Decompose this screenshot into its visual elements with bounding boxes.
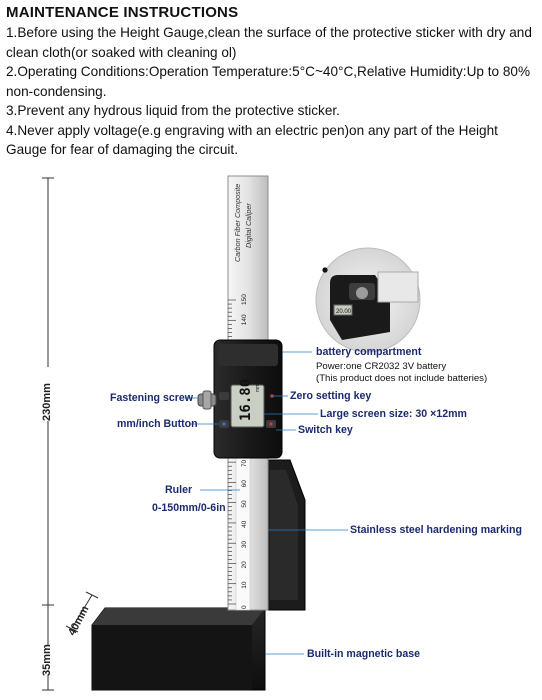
- callout-ruler-range: 0-150mm/0-6in: [152, 502, 226, 514]
- instruction-step-3: 3.Prevent any hydrous liquid from the protective sticker.: [6, 103, 340, 118]
- beam-text-caliper: Digital Caliper: [244, 203, 253, 248]
- beam-number: 60: [241, 480, 248, 488]
- beam-number: 0: [241, 605, 248, 609]
- beam-number: 40: [241, 520, 248, 528]
- lcd-reading: 16.80: [238, 378, 254, 421]
- base-width-label: 40mm: [66, 603, 92, 638]
- beam-number: 70: [241, 459, 248, 468]
- callout-ruler: Ruler: [165, 484, 193, 496]
- zero-setting-key[interactable]: [219, 392, 229, 400]
- inset-lcd-label: 20.00: [336, 309, 352, 315]
- callout-large-screen: Large screen size: 30 ×12mm: [320, 408, 467, 420]
- dimension-total-height: [40, 178, 56, 690]
- beam-text-composite: Carbon Fiber Composite: [233, 183, 242, 262]
- callout-power-note: (This product does not include batteries): [316, 373, 488, 384]
- callout-magnetic-base: Built-in magnetic base: [307, 648, 421, 660]
- beam-number: 10: [241, 581, 248, 589]
- beam-number: 140: [241, 314, 248, 326]
- beam-number: 30: [241, 540, 248, 549]
- support-bracket: [268, 460, 305, 610]
- total-height-label: 230mm: [41, 383, 53, 421]
- lcd-unit: mm: [255, 383, 261, 392]
- beam-number: 20: [241, 561, 248, 569]
- callout-fastening-screw: Fastening screw: [110, 392, 194, 404]
- instruction-step-4: 4.Never apply voltage(e.g engraving with an electric pen)on any part of the Height Gauge for fear of damaging the circuit.: [6, 122, 498, 157]
- battery-compartment[interactable]: [218, 344, 278, 366]
- callout-stainless-marking: Stainless steel hardening marking: [350, 524, 522, 536]
- callout-zero-setting-key: Zero setting key: [290, 390, 372, 402]
- callout-battery-compartment: battery compartment: [316, 346, 422, 358]
- beam-number: 150: [241, 294, 248, 305]
- instruction-step-2: 2.Operating Conditions:Operation Temperature:5°C~40°C,Relative Humidity:Up to 80% non-condensing.: [6, 64, 531, 99]
- magnetic-base: [92, 608, 265, 690]
- callout-power: Power:one CR2032 3V battery: [316, 361, 447, 372]
- base-height-label: 35mm: [41, 644, 53, 676]
- instruction-step-1: 1.Before using the Height Gauge,clean the surface of the protective sticker with dry and clean cloth(or soaked with cleaning ol): [6, 25, 532, 60]
- beam-number: 50: [241, 500, 248, 508]
- display-unit: [198, 340, 282, 458]
- mm-inch-indicator-icon: [222, 422, 226, 426]
- battery-inset-detail: [316, 248, 420, 352]
- instructions-heading: MAINTENANCE INSTRUCTIONS: [6, 4, 239, 21]
- callout-mm-inch-button: mm/inch Button: [117, 418, 198, 430]
- power-indicator-icon: [269, 422, 273, 426]
- callout-switch-key: Switch key: [298, 424, 353, 436]
